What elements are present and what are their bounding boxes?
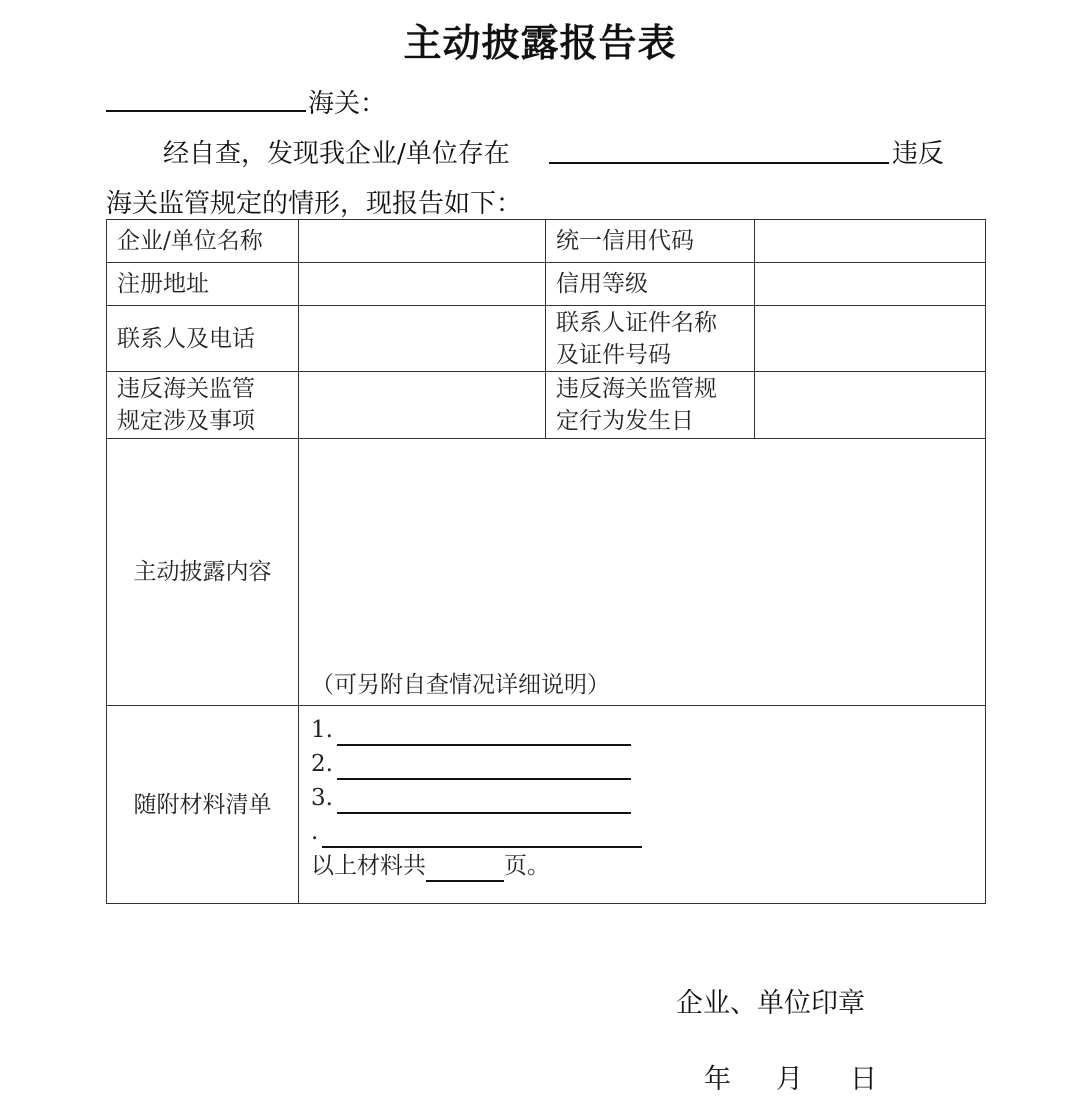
attachment-item-3-number: 3. xyxy=(311,785,333,811)
registered-address-field[interactable] xyxy=(299,263,546,306)
attachments-field[interactable] xyxy=(299,706,986,904)
violation-blank-line[interactable] xyxy=(549,136,889,164)
violation-date-field[interactable] xyxy=(755,372,986,439)
attachment-total-pages-blank[interactable] xyxy=(426,856,504,882)
credit-code-label: 统一信用代码 xyxy=(546,220,755,263)
attachment-item-more xyxy=(311,814,985,848)
intro-line1-suffix: 违反 xyxy=(892,139,945,169)
attachment-item-more-number: . xyxy=(311,819,319,845)
disclosure-note: （可另附自查情况详细说明） xyxy=(311,672,610,698)
attachment-item-1-blank[interactable] xyxy=(337,720,631,746)
attachment-item-3 xyxy=(311,780,985,814)
attachments-label: 随附材料清单 xyxy=(107,706,299,904)
attachment-item-2-number: 2. xyxy=(311,751,333,777)
attachment-total xyxy=(311,848,985,882)
date-day-label: 日 xyxy=(850,1064,877,1095)
contact-phone-field[interactable] xyxy=(299,306,546,372)
violation-matter-label xyxy=(107,372,299,439)
customs-label: 海关： xyxy=(308,89,387,119)
violation-matter-field[interactable] xyxy=(299,372,546,439)
disclosure-content-label: 主动披露内容 xyxy=(107,439,299,706)
registered-address-label: 注册地址 xyxy=(107,263,299,306)
attachment-item-2-blank[interactable] xyxy=(337,754,631,780)
intro-line1-prefix: 经自查，发现我企业/单位存在 xyxy=(163,139,510,169)
attachment-item-1 xyxy=(311,712,985,746)
disclosure-content-field[interactable] xyxy=(299,439,986,706)
date-month-label: 月 xyxy=(776,1064,803,1095)
contact-id-label-line2: 及证件号码 xyxy=(556,341,671,368)
credit-code-field[interactable] xyxy=(755,220,986,263)
attachment-total-prefix: 以上材料共 xyxy=(311,853,426,879)
attachment-total-suffix: 页。 xyxy=(504,853,550,879)
intro-line2: 海关监管规定的情形，现报告如下： xyxy=(106,189,523,219)
form-title: 主动披露报告表 xyxy=(403,21,677,65)
customs-blank-line[interactable] xyxy=(106,86,306,112)
attachment-item-2 xyxy=(311,746,985,780)
contact-id-label xyxy=(546,306,755,372)
violation-date-label xyxy=(546,372,755,439)
contact-id-field[interactable] xyxy=(755,306,986,372)
credit-level-field[interactable] xyxy=(755,263,986,306)
company-stamp-label: 企业、单位印章 xyxy=(676,988,865,1019)
attachment-item-3-blank[interactable] xyxy=(337,788,631,814)
contact-phone-label: 联系人及电话 xyxy=(107,306,299,372)
violation-matter-label-line1: 违反海关监管 xyxy=(117,376,255,402)
attachment-item-more-blank[interactable] xyxy=(322,822,642,848)
company-name-label: 企业/单位名称 xyxy=(107,220,299,263)
disclosure-form-table xyxy=(106,219,986,904)
credit-level-label: 信用等级 xyxy=(546,263,755,306)
contact-id-label-line1: 联系人证件名称 xyxy=(556,309,717,336)
attachment-item-1-number: 1. xyxy=(311,717,333,743)
company-name-field[interactable] xyxy=(299,220,546,263)
violation-date-label-line1: 违反海关监管规 xyxy=(556,376,717,402)
violation-matter-label-line2: 规定涉及事项 xyxy=(117,408,255,434)
date-year-label: 年 xyxy=(704,1064,731,1095)
violation-date-label-line2: 定行为发生日 xyxy=(556,408,694,434)
